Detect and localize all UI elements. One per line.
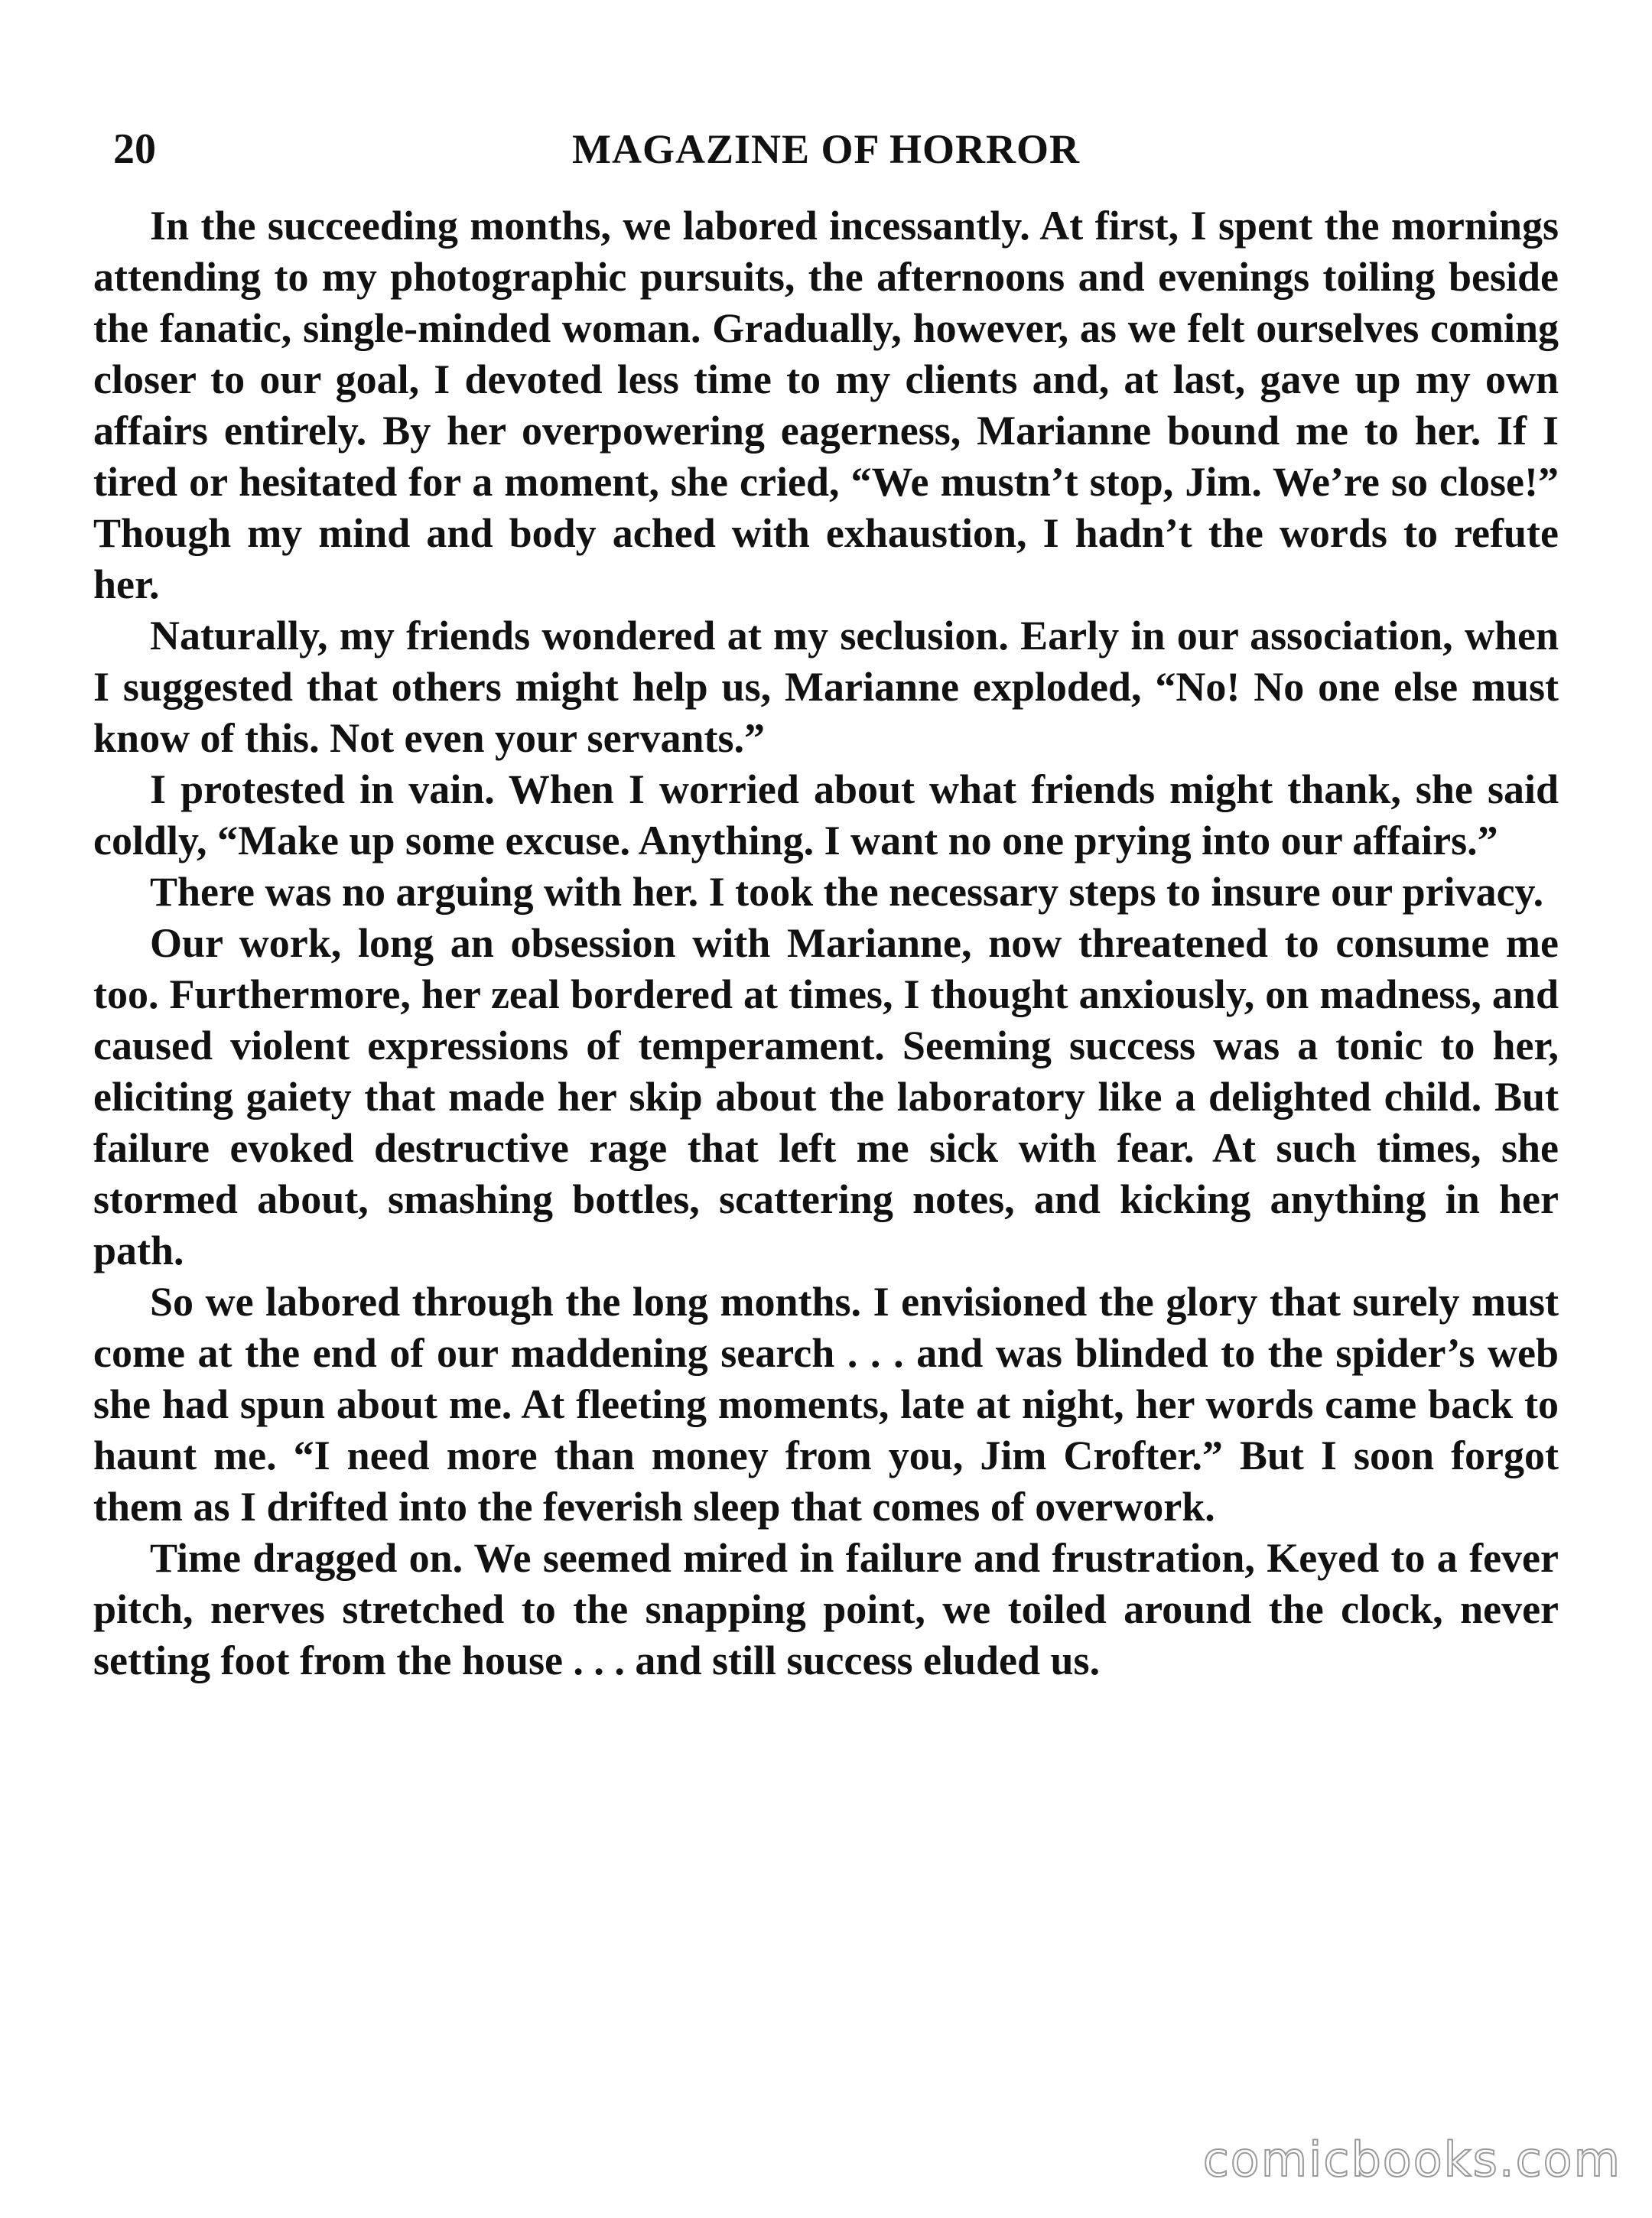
paragraph: Time dragged on. We seemed mired in failure and frustration, Keyed to a fever pitch, nerves stretched to the snapping point, we toiled around the clock, never setting foot from the house . . . and still success eluded us. xyxy=(93,1535,1559,1683)
story-text xyxy=(93,200,1559,1686)
watermark: comicbooks.com xyxy=(1202,2132,1621,2187)
paragraph: Our work, long an obsession with Marianne, now threatened to consume me too. Furthermore, her zeal bordered at times, I thought anxiously, on madness, and caused violent expressions of temperament. Seeming success was a tonic to her, eliciting gaiety that made her skip about the laboratory like a delighted child. But failure evoked destructive rage that left me sick with fear. At such times, she stormed about, smashing bottles, scattering notes, and kicking anything in her path. xyxy=(93,920,1559,1273)
paragraph: I protested in vain. When I worried about what friends might thank, she said coldly, “Make up some excuse. Anything. I want no one prying into our affairs.” xyxy=(93,766,1559,863)
paragraph: So we labored through the long months. I envisioned the glory that surely must come at the end of our maddening search . . . and was blinded to the spider’s web she had spun about me. At fleeting moments, late at night, her words came back to haunt me. “I need more than money from you, Jim Crofter.” But I soon forgot them as I drifted into the feverish sleep that comes of overwork. xyxy=(93,1279,1559,1530)
running-title: MAGAZINE OF HORROR xyxy=(572,126,1080,172)
paragraph: In the succeeding months, we labored incessantly. At first, I spent the mornings attending to my photographic pursuits, the afternoons and evenings toiling beside the fanatic, single-minded woman. Gradually, however, as we felt ourselves coming closer to our goal, I devoted less time to my clients and, at last, gave up my own affairs entirely. By her overpowering eagerness, Marianne bound me to her. If I tired or hesitated for a moment, she cried, “We mustn’t stop, Jim. We’re so close!” Though my mind and body ached with exhaustion, I hadn’t the words to refute her. xyxy=(93,203,1559,607)
paragraph: There was no arguing with her. I took the necessary steps to insure our privacy. xyxy=(150,869,1544,915)
paragraph: Naturally, my friends wondered at my seclusion. Early in our association, when I suggested that others might help us, Marianne exploded, “No! No one else must know of this. Not even your servants.” xyxy=(93,613,1559,761)
page-number: 20 xyxy=(113,125,156,173)
page-header xyxy=(92,115,1560,184)
